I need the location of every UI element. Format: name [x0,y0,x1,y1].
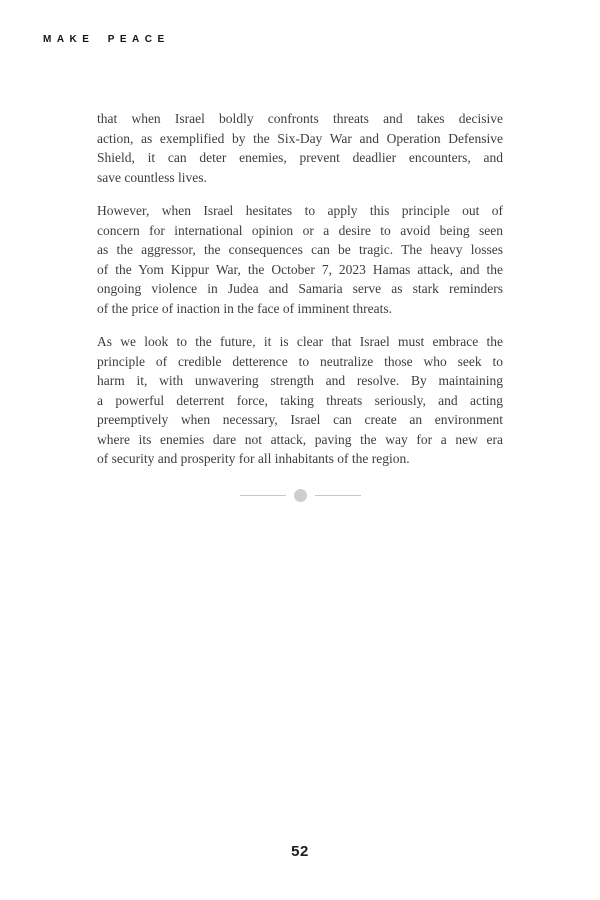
page-number: 52 [291,843,309,860]
text-line: Shield, it can deter enemies, prevent deadlier encounters, and [97,150,503,165]
text-line: as the aggressor, the consequences can be tragic. The heavy losses [97,242,503,257]
text-line: that when Israel boldly confronts threats and takes decisive [97,111,503,126]
text-line: save countless lives. [97,169,207,185]
paragraph-3 [97,332,503,469]
section-divider [0,488,600,502]
text-line: As we look to the future, it is clear that Israel must embrace the [97,334,503,349]
body-text [97,109,503,483]
paragraph-2 [97,201,503,318]
text-line: However, when Israel hesitates to apply this principle out of [97,203,503,218]
running-header: MAKE PEACE [43,34,170,45]
text-line: ongoing violence in Judea and Samaria serve as stark reminders [97,281,503,296]
paragraph-1 [97,109,503,187]
text-line: of security and prosperity for all inhabitants of the region. [97,451,410,466]
text-line: of the price of inaction in the face of imminent threats. [97,300,393,316]
divider-line-right [315,495,361,496]
text-line: preemptively when necessary, Israel can create an environment [97,412,503,427]
text-line: principle of credible detterence to neutralize those who seek to [97,353,503,369]
divider-dot-icon [294,489,307,502]
text-line: harm it, with unwavering strength and resolve. By maintaining [97,373,503,388]
divider-line-left [240,495,286,496]
text-line: concern for international opinion or a desire to avoid being seen [97,222,503,238]
text-line: where its enemies dare not attack, paving the way for a new era [97,431,503,447]
text-line: a powerful deterrent force, taking threats seriously, and acting [97,392,503,408]
text-line: of the Yom Kippur War, the October 7, 2023 Hamas attack, and the [97,261,503,277]
text-line: action, as exemplified by the Six-Day War and Operation Defensive [97,130,503,146]
